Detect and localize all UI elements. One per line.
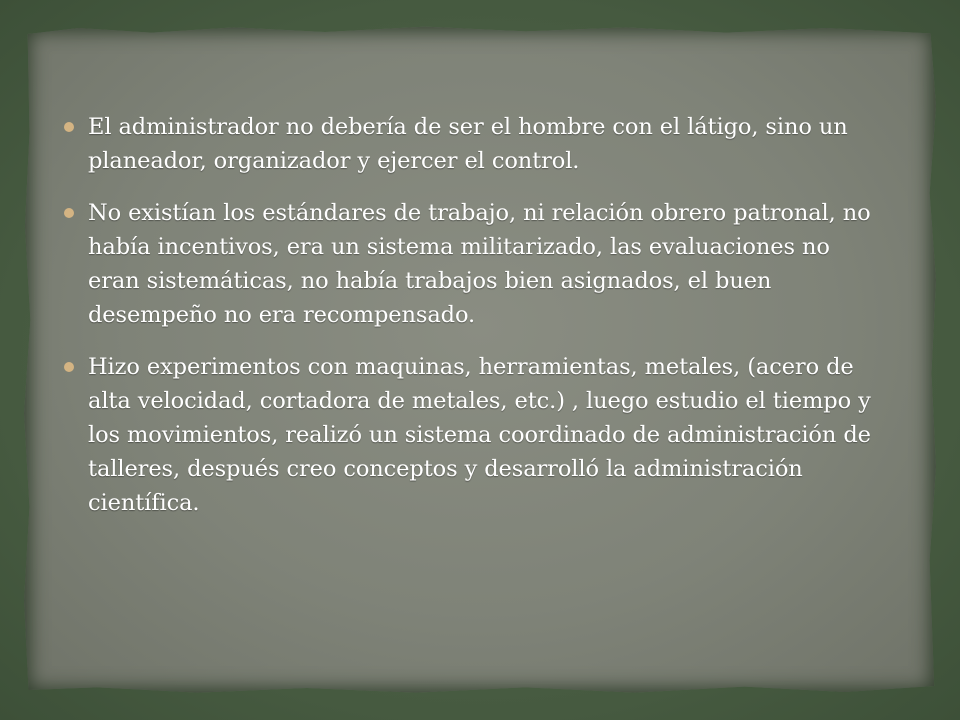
bullet-item-2 (64, 196, 884, 332)
bullet-dot-icon (64, 362, 74, 372)
bullet-text-3: Hizo experimentos con maquinas, herramientas, metales, (acero de alta velocidad, cortadora de metales, etc.) , luego estudio el tiempo y los movimientos, realizó un sistema coordinado de administración de talleres, después creo conceptos y desarrolló la administración científica. (88, 354, 871, 516)
bullet-list (64, 110, 884, 538)
bullet-item-1 (64, 110, 884, 178)
bullet-text-1: El administrador no debería de ser el hombre con el látigo, sino un planeador, organizador y ejercer el control. (88, 114, 848, 174)
bullet-text-2: No existían los estándares de trabajo, ni relación obrero patronal, no había incentivos, era un sistema militarizado, las evaluaciones no eran sistemáticas, no había trabajos bien asignados, el buen desempeño no era recompensado. (88, 200, 871, 328)
bullet-dot-icon (64, 122, 74, 132)
bullet-item-3 (64, 350, 884, 520)
bullet-dot-icon (64, 208, 74, 218)
